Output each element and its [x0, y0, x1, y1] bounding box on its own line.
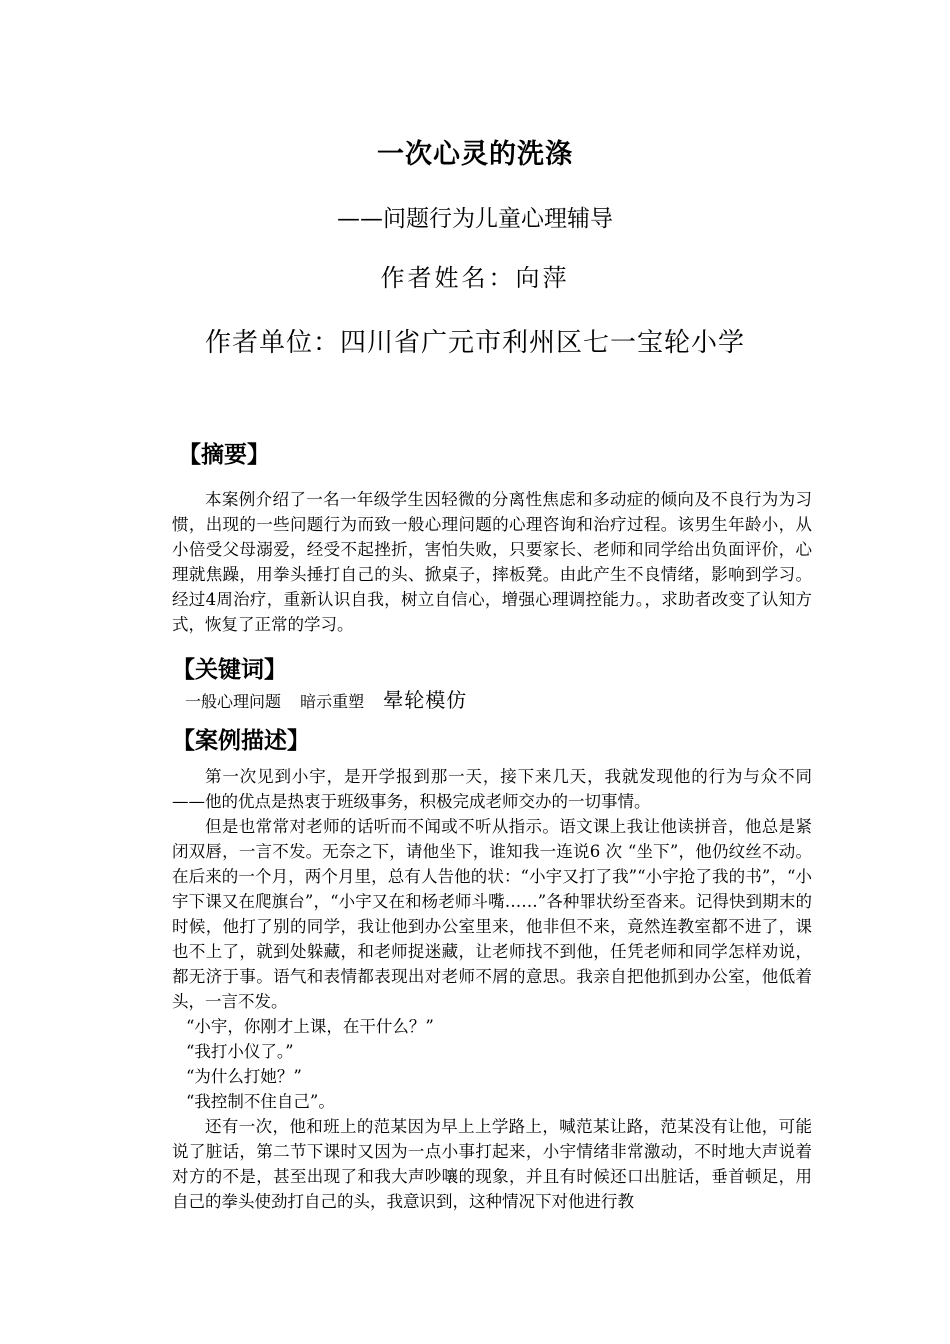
- case-paragraph: 第一次见到小宇，是开学报到那一天，接下来几天，我就发现他的行为与众不同——他的优点是热衷于班级事务，积极完成老师交办的一切事情。: [172, 767, 812, 811]
- case-heading: 【案例描述】: [172, 728, 310, 754]
- keyword-item: 晕轮模仿: [383, 688, 468, 712]
- document-title: 一次心灵的洗涤: [377, 139, 573, 170]
- author-unit: 作者单位：四川省广元市利州区七一宝轮小学: [204, 328, 745, 358]
- case-paragraph: 还有一次，他和班上的范某因为早上上学路上，喊范某让路，范某没有让他，可能说了脏话，第二节下课时又因为一点小事打起来，小宇情绪非常激动，不时地大声说着对方的不是，甚至出现了和我大声吵嚷的现象，并且有时候还口出脏话，垂首顿足，用自己的拳头使劲打自己的头，我意识到，这种情况下对他进行教: [172, 1117, 812, 1211]
- document-subtitle: ——问题行为儿童心理辅导: [337, 206, 613, 232]
- keyword-item: 暗示重塑: [300, 692, 365, 711]
- dialogue-line: “我打小仪了。”: [186, 1042, 294, 1061]
- keywords-list: [185, 687, 481, 715]
- dialogue-line: “小宇，你刚才上课，在干什么？”: [186, 1017, 434, 1036]
- abstract-text: 本案例介绍了一名一年级学生因轻微的分离性焦虑和多动症的倾向及不良行为为习惯，出现的一些问题行为而致一般心理问题的心理咨询和治疗过程。该男生年龄小，从小倍受父母溺爱，经受不起挫折，害怕失败，只要家长、老师和同学给出负面评价，心理就焦躁，用拳头捶打自己的头、掀桌子，摔板凳。由此产生不良情绪，影响到学习。经过4周治疗，重新认识自我，树立自信心，增强心理调控能力。，求助者改变了认知方式，恢复了正常的学习。: [172, 490, 812, 634]
- author-name: 作者姓名：向萍: [380, 264, 570, 292]
- dialogue-line: “为什么打她？”: [186, 1067, 302, 1086]
- abstract-heading: 【摘要】: [178, 442, 270, 468]
- keyword-item: 一般心理问题: [185, 692, 282, 711]
- case-paragraph: 但是也常常对老师的话听而不闻或不听从指示。语文课上我让他读拼音，他总是紧闭双唇，一言不发。无奈之下，请他坐下，谁知我一连说6 次 “坐下”，他仍纹丝不动。在后来的一个月，两个月里，总有人告他的状：“小宇又打了我”“小宇抢了我的书”，“小宇下课又在爬旗台”，“小宇又在和杨老师斗嘴……”各种罪状纷至沓来。记得快到期末的时候，他打了别的同学，我让他到办公室里来，他非但不来，竟然连教室都不进了，课也不上了，就到处躲藏，和老师捉迷藏，让老师找不到他，任凭老师和同学怎样劝说，都无济于事。语气和表情都表现出对老师不屑的意思。我亲自把他抓到办公室，他低着头，一言不发。: [172, 817, 812, 1011]
- keywords-heading: 【关键词】: [172, 657, 287, 683]
- dialogue-line: “我控制不住自己”。: [186, 1092, 335, 1111]
